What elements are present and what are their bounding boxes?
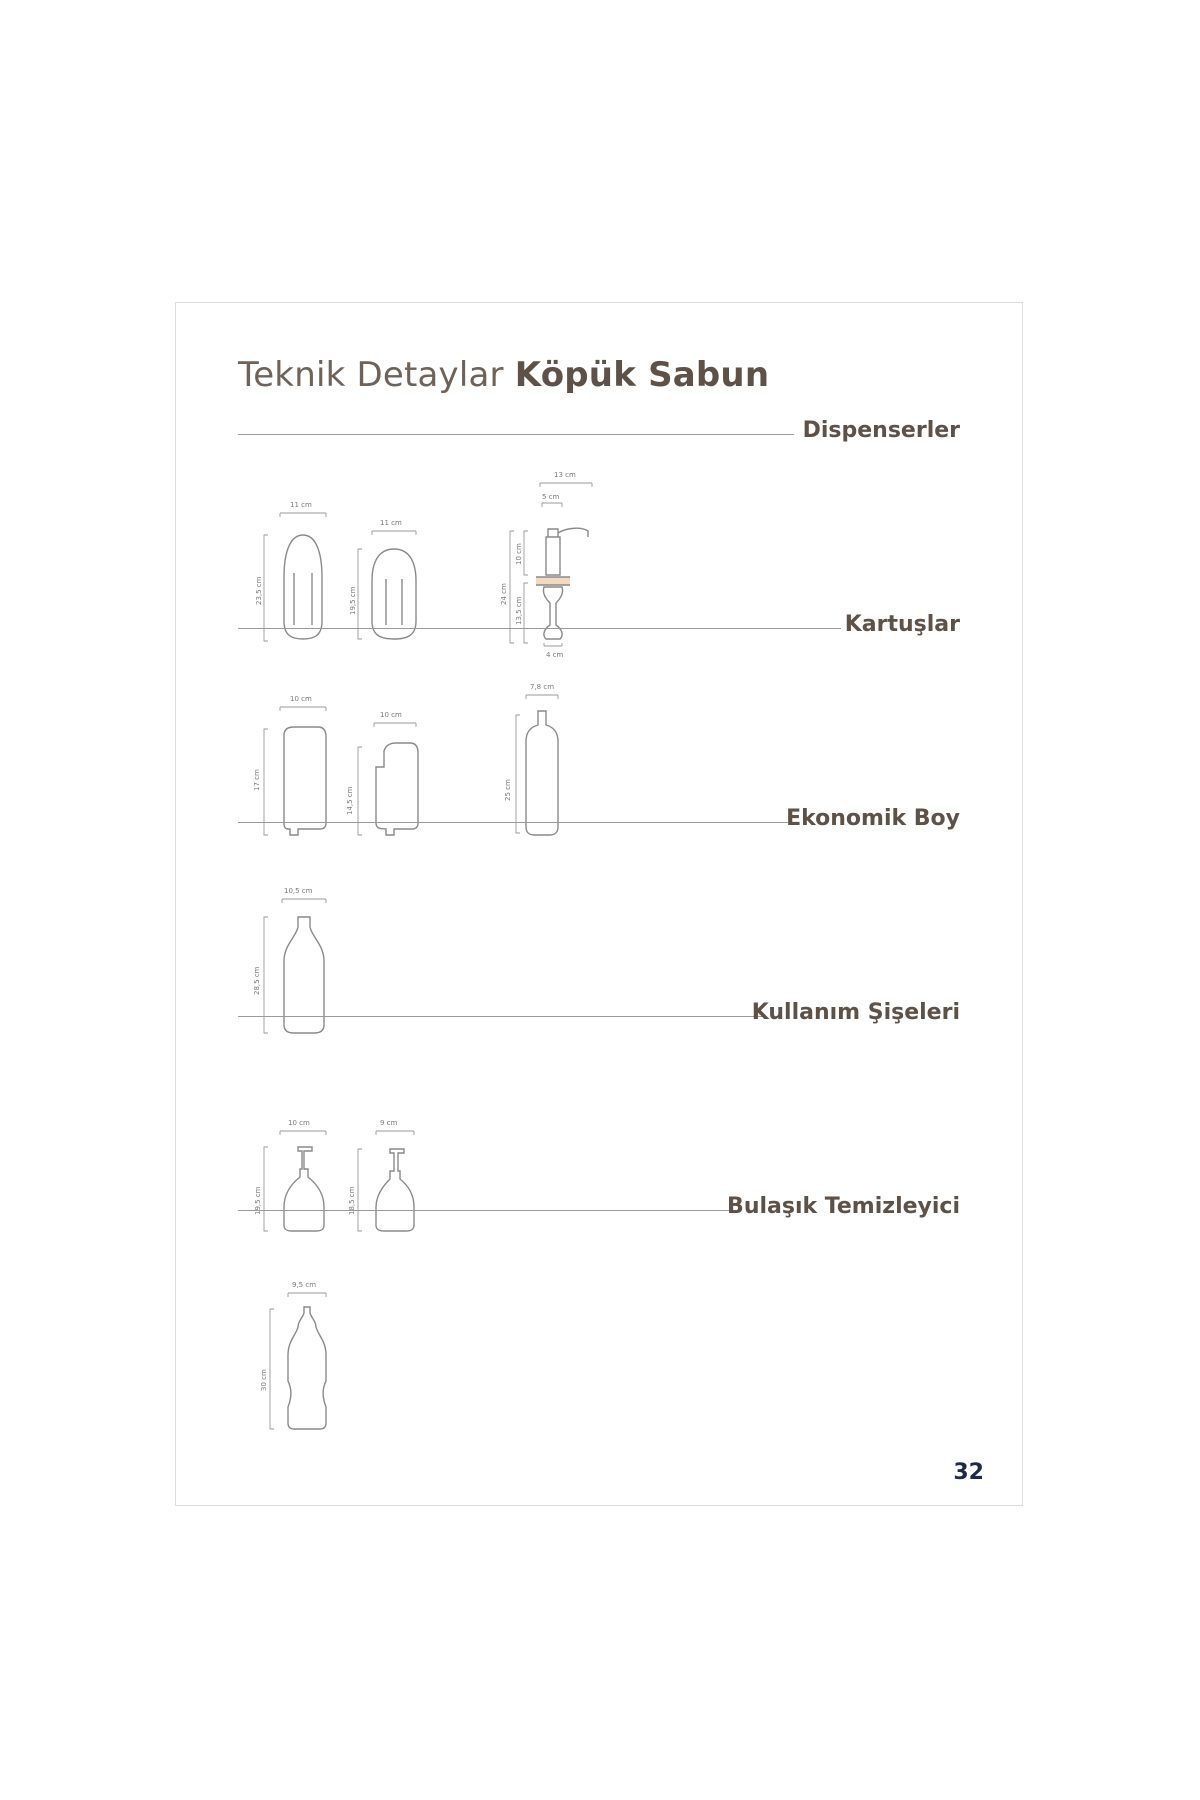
section-rule <box>238 434 794 435</box>
page-number: 32 <box>953 1460 984 1485</box>
page-title-bold: Köpük Sabun <box>514 355 770 395</box>
dishwash-bottle-width: 9,5 cm <box>292 1281 317 1289</box>
section-dispenserler <box>238 413 960 443</box>
page-title-light: Teknik Detaylar <box>238 355 504 395</box>
dispenser-2-width: 11 cm <box>380 519 402 527</box>
usage-bottle-1-width: 10 cm <box>288 1119 310 1127</box>
section-label: Kullanım Şişeleri <box>751 1000 960 1025</box>
usage-bottle-2-width: 9 cm <box>380 1119 398 1127</box>
dispenser-3-upper-height: 10 cm <box>515 543 523 565</box>
dispenser-3-base-width: 4 cm <box>546 651 564 659</box>
cartridge-3-height: 25 cm <box>504 779 512 801</box>
dispenser-3-lower-height: 13,5 cm <box>515 596 523 625</box>
dispenser-3-head-width: 5 cm <box>542 493 560 501</box>
section-label: Dispenserler <box>802 418 960 443</box>
usage-bottle-1-height: 19,5 cm <box>254 1186 262 1215</box>
dishwash-bottle-illustration <box>260 1281 344 1435</box>
dispenser-2-height: 19,5 cm <box>349 586 357 615</box>
cartridge-1-width: 10 cm <box>290 695 312 703</box>
economy-bottle-width: 10,5 cm <box>284 887 313 895</box>
page-title <box>238 355 769 395</box>
mount-flange <box>536 577 570 585</box>
section-kullanim-siseleri <box>238 995 960 1025</box>
usage-bottle-2-height: 18,5 cm <box>348 1186 356 1215</box>
section-label: Ekonomik Boy <box>786 806 960 831</box>
dispenser-3-total-height: 24 cm <box>500 583 508 605</box>
cartridge-3-width: 7,8 cm <box>530 683 555 691</box>
economy-bottle-height: 28,5 cm <box>253 966 261 995</box>
catalog-page <box>175 302 1023 1506</box>
section-label: Bulaşık Temizleyici <box>727 1194 960 1219</box>
dispenser-3-top-width: 13 cm <box>554 471 576 479</box>
dispenser-1-height: 23,5 cm <box>255 576 263 605</box>
section-rule <box>238 822 788 823</box>
cartridge-1-height: 17 cm <box>253 769 261 791</box>
usage-bottle-2-illustration <box>348 1119 434 1237</box>
section-rule <box>238 1210 738 1211</box>
section-kartuslar <box>238 607 960 637</box>
usage-bottle-1-illustration <box>254 1119 334 1237</box>
section-label: Kartuşlar <box>844 612 960 637</box>
section-ekonomik-boy <box>238 801 960 831</box>
section-bulasik-temizleyici <box>238 1189 960 1219</box>
dishwash-bottle-height: 30 cm <box>260 1369 268 1391</box>
cartridge-2-width: 10 cm <box>380 711 402 719</box>
section-rule <box>238 1016 764 1017</box>
section-rule <box>238 628 841 629</box>
dispenser-1-width: 11 cm <box>290 501 312 509</box>
cartridge-2-height: 14,5 cm <box>346 786 354 815</box>
